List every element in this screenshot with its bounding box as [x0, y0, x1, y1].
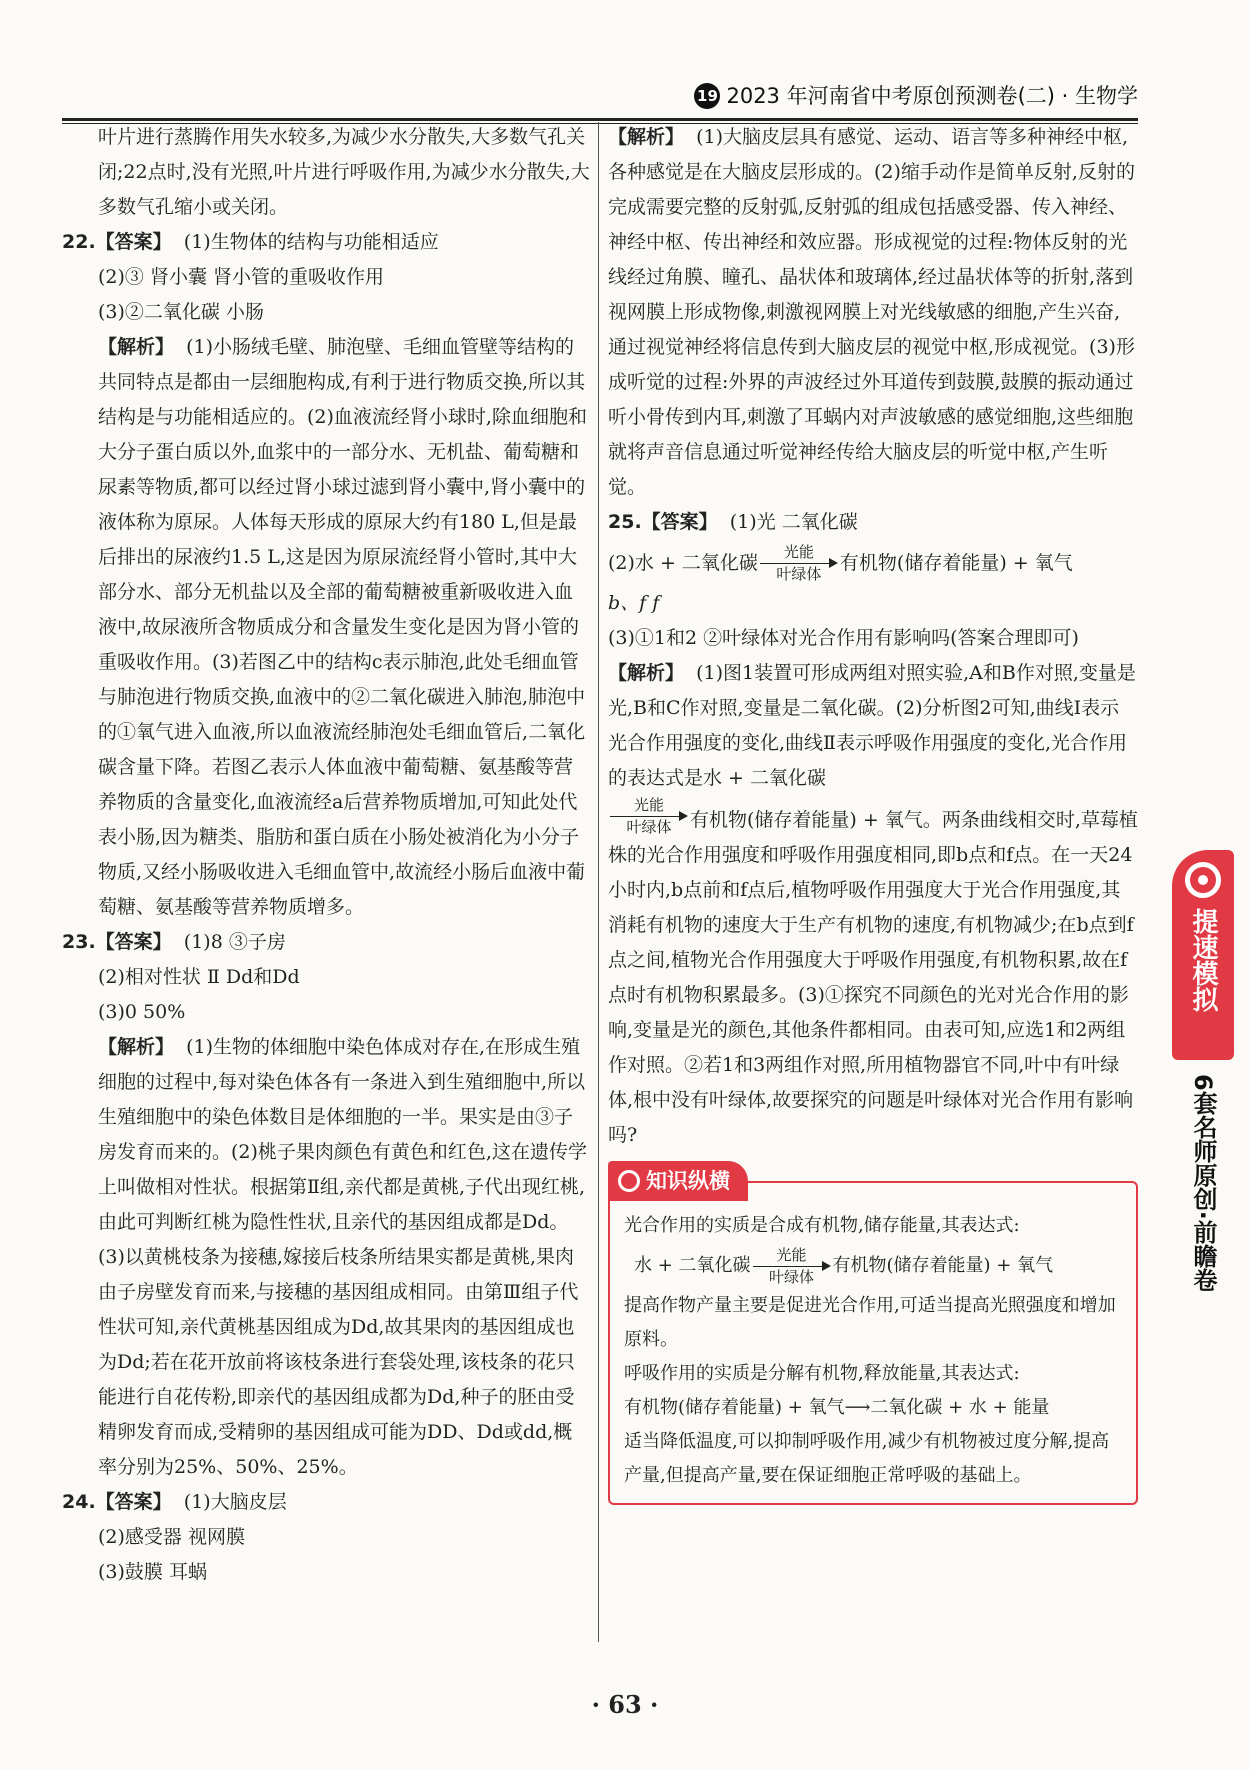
q24-answer-2: (2)感受器 视网膜	[98, 1526, 245, 1548]
knowledge-box-title	[608, 1161, 748, 1201]
page-header	[62, 80, 1138, 116]
knowledge-eq-left: 水 + 二氧化碳	[634, 1255, 751, 1276]
q25-number: 25.	[608, 511, 642, 533]
knowledge-p1: 光合作用的实质是合成有机物,储存能量,其表达式:	[624, 1215, 1020, 1236]
q25-analysis-tag: 【解析】	[608, 662, 685, 684]
q25-eq-left: (2)水 + 二氧化碳	[608, 551, 758, 574]
q23-answer-3: (3)0 50%	[98, 1001, 186, 1023]
q22-answer-tag: 【答案】	[95, 231, 172, 253]
side-tab-label: 提速模拟	[1188, 908, 1218, 1012]
q23-answer-2: (2)相对性状 Ⅱ Dd和Dd	[98, 966, 300, 988]
knowledge-p2: 提高作物产量主要是促进光合作用,可适当提高光照强度和增加原料。	[624, 1295, 1116, 1350]
q22-answer-1: (1)生物体的结构与功能相适应	[183, 231, 439, 253]
side-tab-subtitle: 6套名师原创·前瞻卷	[1189, 1074, 1217, 1292]
side-tab	[1172, 850, 1234, 1292]
knowledge-p5: 适当降低温度,可以抑制呼吸作用,减少有机物被过度分解,提高产量,但提高产量,要在保证细胞正常呼吸的基础上。	[624, 1431, 1110, 1486]
side-tab-red	[1172, 850, 1234, 1060]
arrow-top-label: 光能	[776, 1246, 807, 1264]
reaction-arrow	[753, 1246, 831, 1286]
target-icon	[618, 1170, 640, 1192]
q24-answer-line	[62, 1485, 590, 1520]
q25-analysis-text-2: 有机物(储存着能量) + 氧气。两条曲线相交时,草莓植株的光合作用强度和呼吸作用强度相同,即b点和f点。在一天24小时内,b点前和f点后,植物呼吸作用强度大于光合作用强度,其消耗有机物的速度大于生产有机物的速度,有机物减少;在b点到f点之间,植物光合作用强度大于呼吸作用强度,有机物积累,故在f点时有机物积累最多。(3)①探究不同颜色的光对光合作用的影响,变量是光的颜色,其他条件都相同。由表可知,应选1和2两组作对照。②若1和3两组作对照,所用植物器官不同,叶中有叶绿体,根中没有叶绿体,故要探究的问题是叶绿体对光合作用有影响吗?	[608, 809, 1138, 1146]
q25-analysis	[608, 656, 1138, 796]
q25-answer-3: (3)①1和2 ②叶绿体对光合作用有影响吗(答案合理即可)	[608, 627, 1079, 649]
q24-answer-3: (3)鼓膜 耳蜗	[98, 1561, 207, 1583]
page-number: · 63 ·	[591, 1690, 659, 1719]
q23-analysis	[62, 1030, 590, 1485]
arrow-top-label: 光能	[783, 543, 814, 561]
knowledge-p3: 呼吸作用的实质是分解有机物,释放能量,其表达式:	[624, 1363, 1020, 1384]
knowledge-eq-right: 有机物(储存着能量) + 氧气	[832, 1255, 1054, 1276]
q25-answer-1: (1)光 二氧化碳	[729, 511, 858, 533]
q25-eq-right: 有机物(储存着能量) + 氧气	[839, 551, 1073, 574]
header-title	[694, 80, 1138, 110]
q25-answer-line	[608, 505, 1138, 540]
knowledge-box	[608, 1169, 1138, 1505]
arrow-bottom-label: 叶绿体	[626, 818, 672, 836]
q22-analysis-text: (1)小肠绒毛壁、肺泡壁、毛细血管壁等结构的共同特点是都由一层细胞构成,有利于进行物质交换,所以其结构是与功能相适应的。(2)血液流经肾小球时,除血细胞和大分子蛋白质以外,血浆中的一部分水、无机盐、葡萄糖和尿素等物质,都可以经过肾小球过滤到肾小囊中,肾小囊中的液体称为原尿。人体每天形成的原尿大约有180 L,但是最后排出的尿液约1.5 L,这是因为原尿流经肾小管时,其中大部分水、部分无机盐以及全部的葡萄糖被重新吸收进入血液中,故尿液所含物质成分和含量发生变化是因为肾小管的重吸收作用。(3)若图乙中的结构c表示肺泡,此处毛细血管与肺泡进行物质交换,血液中的②二氧化碳进入肺泡,肺泡中的①氧气进入血液,所以血液流经肺泡处毛细血管后,二氧化碳含量下降。若图乙表示人体血液中葡萄糖、氨基酸等营养物质的含量变化,血液流经a后营养物质增加,可知此处代表小肠,因为糖类、脂肪和蛋白质在小肠处被消化为小分子物质,又经小肠吸收进入毛细血管中,故流经小肠后血液中葡萄糖、氨基酸等营养物质增多。	[98, 336, 587, 918]
q23-analysis-text: (1)生物的体细胞中染色体成对存在,在形成生殖细胞的过程中,每对染色体各有一条进入到生殖细胞中,所以生殖细胞中的染色体数目是体细胞的一半。果实是由③子房发育而来的。(2)桃子果肉颜色有黄色和红色,这在遗传学上叫做相对性状。根据第Ⅱ组,亲代都是黄桃,子代出现红桃,由此可判断红桃为隐性性状,且亲代的基因组成都是Dd。(3)以黄桃枝条为接穗,嫁接后枝条所结果实都是黄桃,果肉由子房壁发育而来,与接穗的基因组成相同。由第Ⅲ组子代性状可知,亲代黄桃基因组成为Dd,故其果肉的基因组成也为Dd;若在花开放前将该枝条进行套袋处理,该枝条的花只能进行自花传粉,即亲代的基因组成都为Dd,种子的胚由受精卵发育而成,受精卵的基因组成可能为DD、Dd或dd,概率分别为25%、50%、25%。	[98, 1036, 587, 1478]
q24-analysis-text: (1)大脑皮层具有感觉、运动、语言等多种神经中枢,各种感觉是在大脑皮层形成的。(2)缩手动作是简单反射,反射的完成需要完整的反射弧,反射弧的组成包括感受器、传入神经、神经中枢、传出神经和效应器。形成视觉的过程:物体反射的光线经过角膜、瞳孔、晶状体和玻璃体,经过晶状体等的折射,落到视网膜上形成物像,刺激视网膜上对光线敏感的细胞,产生兴奋,通过视觉神经将信息传到大脑皮层的视觉中枢,形成视觉。(3)形成听觉的过程:外界的声波经过外耳道传到鼓膜,鼓膜的振动通过听小骨传到内耳,刺激了耳蜗内对声波敏感的感觉细胞,这些细胞就将声音信息通过听觉神经传给大脑皮层的听觉中枢,产生听觉。	[608, 126, 1135, 498]
q22-answer-line	[62, 225, 590, 260]
arrow-top-label: 光能	[633, 796, 664, 814]
q25-answer-tag: 【答案】	[641, 511, 718, 533]
q25-analysis-text-1: (1)图1装置可形成两组对照实验,A和B作对照,变量是光,B和C作对照,变量是二氧化碳。(2)分析图2可知,曲线Ⅰ表示光合作用强度的变化,曲线Ⅱ表示呼吸作用强度的变化,光合作用的表达式是水 + 二氧化碳	[608, 662, 1136, 789]
column-divider	[598, 122, 599, 1642]
knowledge-equation	[624, 1243, 1122, 1289]
q24-analysis	[608, 120, 1138, 505]
q23-answer-1: (1)8 ③子房	[183, 931, 286, 953]
reaction-arrow-inline	[610, 796, 688, 836]
q23-analysis-tag: 【解析】	[98, 1036, 175, 1058]
q24-number: 24.	[62, 1491, 96, 1513]
right-column	[608, 120, 1138, 1505]
knowledge-p4: 有机物(储存着能量) + 氧气⟶二氧化碳 + 水 + 能量	[624, 1397, 1050, 1418]
target-icon	[1185, 862, 1221, 898]
arrow-bottom-label: 叶绿体	[776, 565, 822, 583]
header-number-badge: 19	[694, 83, 720, 109]
q23-answer-line	[62, 925, 590, 960]
reaction-arrow	[760, 543, 838, 583]
q25-equation	[608, 540, 1138, 586]
left-column	[62, 120, 590, 1590]
q23-number: 23.	[62, 931, 96, 953]
knowledge-title-text: 知识纵横	[646, 1169, 730, 1193]
q22-answer-3: (3)②二氧化碳 小肠	[98, 301, 264, 323]
q23-answer-tag: 【答案】	[95, 931, 172, 953]
header-title-text: 2023 年河南省中考原创预测卷(二) · 生物学	[726, 84, 1138, 108]
arrow-bottom-label: 叶绿体	[769, 1268, 815, 1286]
q24-answer-1: (1)大脑皮层	[183, 1491, 287, 1513]
q24-answer-tag: 【答案】	[95, 1491, 172, 1513]
q25-analysis-cont	[608, 796, 1138, 1153]
continued-text: 叶片进行蒸腾作用失水较多,为减少水分散失,大多数气孔关闭;22点时,没有光照,叶片进行呼吸作用,为减少水分散失,大多数气孔缩小或关闭。	[98, 126, 590, 218]
q22-number: 22.	[62, 231, 96, 253]
q24-analysis-tag: 【解析】	[608, 126, 685, 148]
q22-analysis	[62, 330, 590, 925]
q22-answer-2: (2)③ 肾小囊 肾小管的重吸收作用	[98, 266, 384, 288]
q22-analysis-tag: 【解析】	[98, 336, 175, 358]
q25-answer-2b: b、f f	[608, 592, 660, 614]
